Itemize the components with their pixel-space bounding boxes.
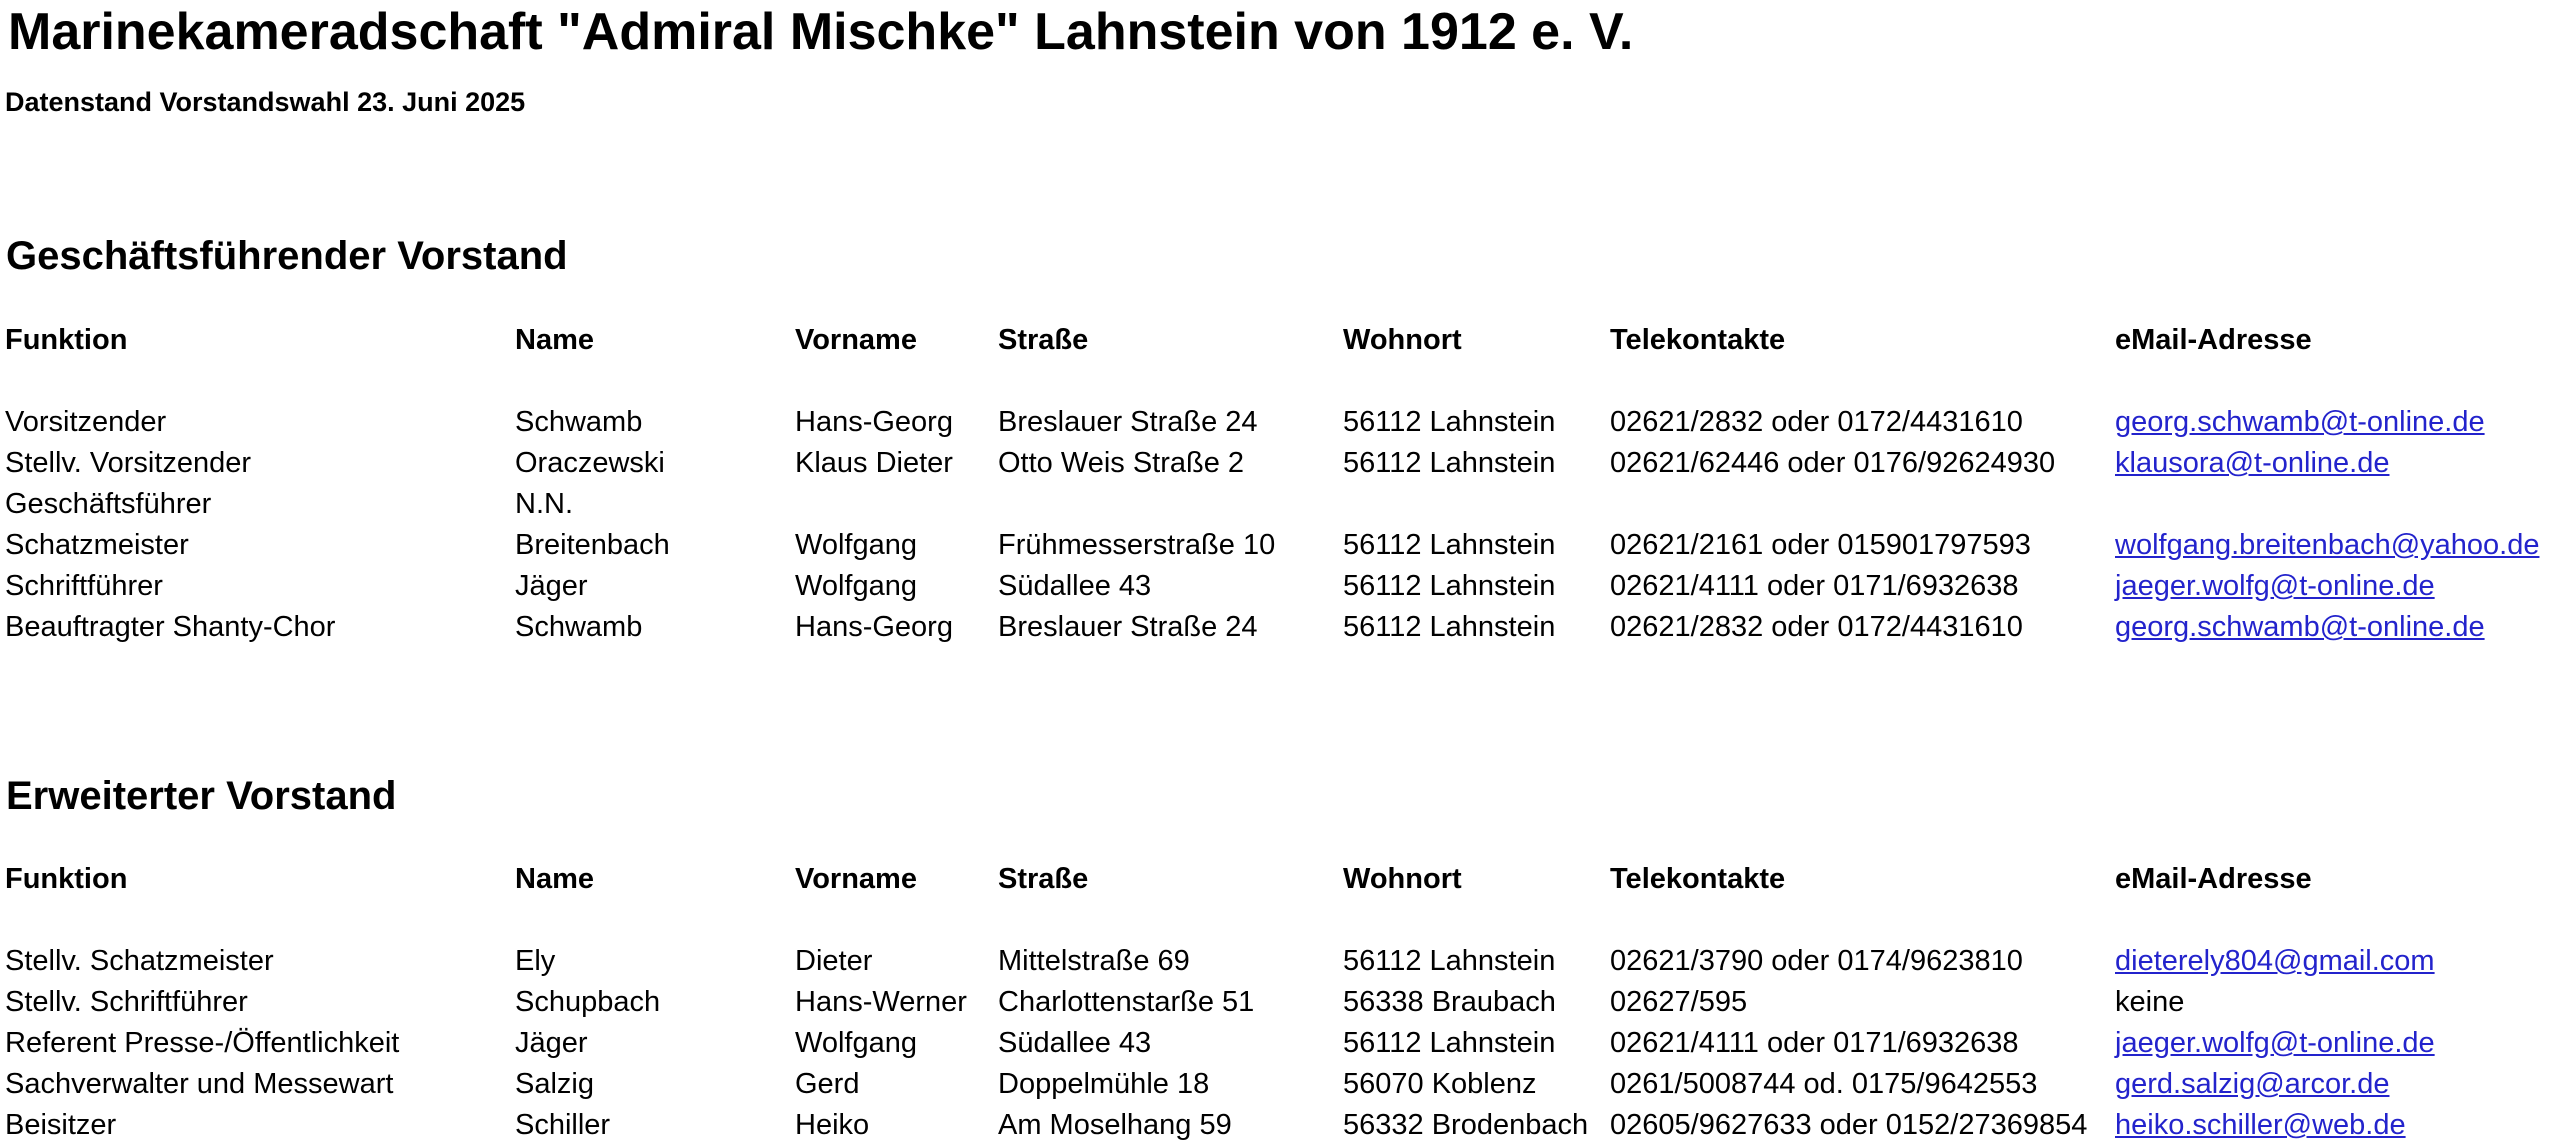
- cell-vorname: Heiko: [795, 1109, 870, 1141]
- cell-vorname: Wolfgang: [795, 1027, 917, 1059]
- column-header-strasse: Straße: [998, 863, 1089, 895]
- cell-funktion: Sachverwalter und Messewart: [5, 1068, 394, 1100]
- cell-wohnort: 56112 Lahnstein: [1343, 570, 1556, 602]
- cell-telekontakte: 02621/2161 oder 015901797593: [1610, 529, 2031, 561]
- cell-name: Salzig: [515, 1068, 594, 1100]
- table-erweiterter-vorstand: [5, 859, 2560, 1146]
- table-row: [5, 941, 2560, 982]
- cell-wohnort: 56338 Braubach: [1343, 986, 1556, 1018]
- column-header-strasse: Straße: [998, 324, 1089, 356]
- email-link[interactable]: wolfgang.breitenbach@yahoo.de: [2115, 529, 2540, 561]
- column-header-email: eMail-Adresse: [2115, 324, 2312, 356]
- cell-telekontakte: 02621/2832 oder 0172/4431610: [1610, 611, 2023, 643]
- cell-strasse: Charlottenstarße 51: [998, 986, 1255, 1018]
- table-row: [5, 607, 2560, 648]
- cell-strasse: Am Moselhang 59: [998, 1109, 1232, 1141]
- cell-funktion: Beauftragter Shanty-Chor: [5, 611, 336, 643]
- cell-vorname: Hans-Werner: [795, 986, 967, 1018]
- cell-telekontakte: 02621/2832 oder 0172/4431610: [1610, 406, 2023, 438]
- section-title-erweiterter-vorstand: Erweiterter Vorstand: [6, 774, 397, 818]
- cell-wohnort: 56112 Lahnstein: [1343, 945, 1556, 977]
- cell-telekontakte: 02605/9627633 oder 0152/27369854: [1610, 1109, 2088, 1141]
- cell-funktion: Schriftführer: [5, 570, 163, 602]
- cell-funktion: Geschäftsführer: [5, 488, 212, 520]
- cell-wohnort: 56112 Lahnstein: [1343, 529, 1556, 561]
- cell-name: Schwamb: [515, 611, 643, 643]
- cell-wohnort: 56112 Lahnstein: [1343, 406, 1556, 438]
- cell-email: keine: [2115, 986, 2185, 1018]
- cell-telekontakte: 02627/595: [1610, 986, 1748, 1018]
- cell-telekontakte: 0261/5008744 od. 0175/9642553: [1610, 1068, 2038, 1100]
- table-row: [5, 1064, 2560, 1105]
- cell-wohnort: 56112 Lahnstein: [1343, 611, 1556, 643]
- table-row: [5, 1023, 2560, 1064]
- cell-wohnort: 56070 Koblenz: [1343, 1068, 1537, 1100]
- cell-name: Jäger: [515, 1027, 588, 1059]
- cell-vorname: Gerd: [795, 1068, 860, 1100]
- column-header-name: Name: [515, 324, 594, 356]
- cell-vorname: Hans-Georg: [795, 611, 953, 643]
- table-body: [5, 941, 2560, 1146]
- cell-telekontakte: 02621/4111 oder 0171/6932638: [1610, 570, 2019, 602]
- cell-wohnort: 56112 Lahnstein: [1343, 447, 1556, 479]
- cell-funktion: Stellv. Schatzmeister: [5, 945, 274, 977]
- email-link[interactable]: gerd.salzig@arcor.de: [2115, 1068, 2390, 1100]
- column-header-wohnort: Wohnort: [1343, 324, 1462, 356]
- table-row: [5, 443, 2560, 484]
- cell-name: Breitenbach: [515, 529, 670, 561]
- cell-funktion: Vorsitzender: [5, 406, 167, 438]
- cell-vorname: Dieter: [795, 945, 873, 977]
- cell-funktion: Stellv. Schriftführer: [5, 986, 248, 1018]
- email-link[interactable]: jaeger.wolfg@t-online.de: [2115, 570, 2435, 602]
- cell-name: Schwamb: [515, 406, 643, 438]
- email-link[interactable]: dieterely804@gmail.com: [2115, 945, 2435, 977]
- table-header-row: [5, 859, 2560, 941]
- cell-vorname: Wolfgang: [795, 570, 917, 602]
- cell-funktion: Stellv. Vorsitzender: [5, 447, 252, 479]
- column-header-funktion: Funktion: [5, 863, 128, 895]
- table-body: [5, 402, 2560, 648]
- cell-vorname: Klaus Dieter: [795, 447, 953, 479]
- cell-strasse: Doppelmühle 18: [998, 1068, 1210, 1100]
- cell-telekontakte: 02621/62446 oder 0176/92624930: [1610, 447, 2056, 479]
- cell-name: Schupbach: [515, 986, 661, 1018]
- email-link[interactable]: georg.schwamb@t-online.de: [2115, 611, 2485, 643]
- document-subtitle: Datenstand Vorstandswahl 23. Juni 2025: [5, 87, 526, 117]
- column-header-funktion: Funktion: [5, 324, 128, 356]
- document-title: Marinekameradschaft "Admiral Mischke" Lahnstein von 1912 e. V.: [8, 3, 1634, 61]
- table-row: [5, 402, 2560, 443]
- cell-telekontakte: 02621/4111 oder 0171/6932638: [1610, 1027, 2019, 1059]
- cell-name: Ely: [515, 945, 556, 977]
- column-header-telekontakte: Telekontakte: [1610, 863, 1786, 895]
- email-link[interactable]: georg.schwamb@t-online.de: [2115, 406, 2485, 438]
- cell-funktion: Beisitzer: [5, 1109, 117, 1141]
- section-title-geschaeftsfuehrender-vorstand: Geschäftsführender Vorstand: [6, 234, 568, 278]
- column-header-telekontakte: Telekontakte: [1610, 324, 1786, 356]
- cell-strasse: Otto Weis Straße 2: [998, 447, 1245, 479]
- cell-strasse: Mittelstraße 69: [998, 945, 1190, 977]
- cell-strasse: Südallee 43: [998, 570, 1152, 602]
- cell-wohnort: 56112 Lahnstein: [1343, 1027, 1556, 1059]
- cell-name: Oraczewski: [515, 447, 665, 479]
- column-header-wohnort: Wohnort: [1343, 863, 1462, 895]
- column-header-vorname: Vorname: [795, 863, 917, 895]
- email-link[interactable]: heiko.schiller@web.de: [2115, 1109, 2406, 1141]
- cell-name: Schiller: [515, 1109, 611, 1141]
- cell-vorname: Hans-Georg: [795, 406, 953, 438]
- cell-telekontakte: 02621/3790 oder 0174/9623810: [1610, 945, 2023, 977]
- cell-funktion: Schatzmeister: [5, 529, 189, 561]
- column-header-name: Name: [515, 863, 594, 895]
- cell-strasse: Südallee 43: [998, 1027, 1152, 1059]
- column-header-email: eMail-Adresse: [2115, 863, 2312, 895]
- cell-wohnort: 56332 Brodenbach: [1343, 1109, 1589, 1141]
- table-row: [5, 525, 2560, 566]
- cell-name: Jäger: [515, 570, 588, 602]
- cell-strasse: Frühmesserstraße 10: [998, 529, 1276, 561]
- table-row: [5, 484, 2560, 525]
- cell-name: N.N.: [515, 488, 573, 520]
- cell-funktion: Referent Presse-/Öffentlichkeit: [5, 1027, 400, 1059]
- cell-strasse: Breslauer Straße 24: [998, 611, 1258, 643]
- table-geschaeftsfuehrender-vorstand: [5, 320, 2560, 648]
- table-row: [5, 566, 2560, 607]
- cell-strasse: Breslauer Straße 24: [998, 406, 1258, 438]
- email-link[interactable]: jaeger.wolfg@t-online.de: [2115, 1027, 2435, 1059]
- cell-vorname: Wolfgang: [795, 529, 917, 561]
- table-header-row: [5, 320, 2560, 402]
- table-row: [5, 982, 2560, 1023]
- column-header-vorname: Vorname: [795, 324, 917, 356]
- email-link[interactable]: klausora@t-online.de: [2115, 447, 2390, 479]
